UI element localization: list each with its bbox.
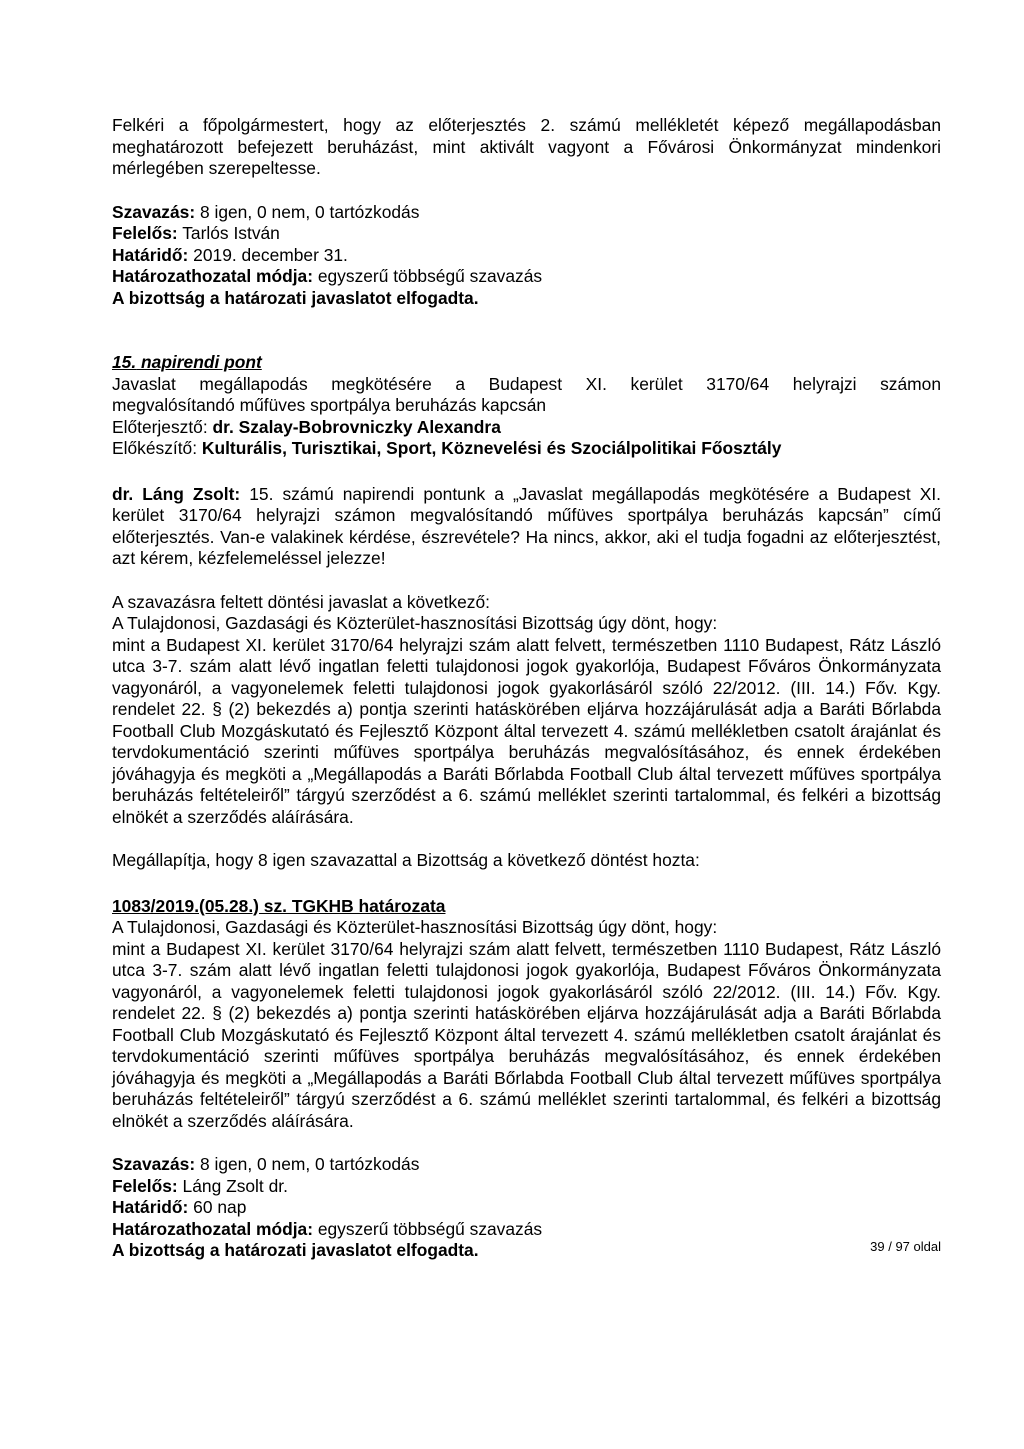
spacer	[112, 872, 941, 896]
preparer-name: Kulturális, Turisztikai, Sport, Köznevelési és Szociálpolitikai Főosztály	[201, 438, 782, 458]
agenda-subject-line-1: Javaslat megállapodás megkötésére a Budapest XI. kerület 3170/64 helyrajzi számon	[112, 373, 941, 394]
vote-block-1	[112, 202, 941, 310]
finding-text: Megállapítja, hogy 8 igen szavazattal a Bizottság a következő döntést hozta:	[112, 850, 700, 870]
method-label: Határozathozatal módja:	[112, 1218, 313, 1239]
vote-label: Szavazás:	[112, 1154, 196, 1174]
proposal-committee: A Tulajdonosi, Gazdasági és Közterület-hasznosítási Bizottság úgy dönt, hogy:	[112, 613, 718, 633]
method-line	[112, 266, 941, 288]
spacer	[112, 460, 941, 484]
spacer	[112, 828, 941, 850]
vote-value: 8 igen, 0 nem, 0 tartózkodás	[195, 1154, 420, 1174]
vote-block-2	[112, 1154, 941, 1262]
intro-paragraph: Felkéri a főpolgármestert, hogy az előterjesztés 2. számú mellékletét képező megállapodásban meghatározott befejezett beruházást, mint aktivált vagyont a Fővárosi Önkormányzat mindenkori mérlegében szerepeltesse.	[112, 115, 941, 178]
responsible-line	[112, 223, 941, 245]
spacer	[112, 180, 941, 202]
document-page	[112, 115, 941, 1262]
deadline-label: Határidő:	[112, 1197, 189, 1217]
vote-value: 8 igen, 0 nem, 0 tartózkodás	[195, 201, 420, 222]
deadline-value: 2019. december 31.	[188, 244, 348, 265]
resolution-body: mint a Budapest XI. kerület 3170/64 helyrajzi szám alatt felvett, természetben 1110 Budapest, Rátz László utca 3-7. szám alatt lévő ingatlan feletti tulajdonosi jogok gyakorlója, Budapest Főváros Önkormányzata vagyonáról, a vagyonelemek feletti tulajdonosi jogok gyakorlásáról szóló 22/2012. (III. 14.) Főv. Kgy. rendelet 22. § (2) bekezdés a) pontja szerinti hatáskörében eljárva hozzájárulását adja a Baráti Bőrlabda Football Club Mozgáskutató és Fejlesztő Központ által tervezett 4. számú mellékletben csatolt árajánlat és tervdokumentáció szerinti műfüves sportpálya beruházás megvalósításához, és ennek érdekében jóváhagyja és megköti a „Megállapodás a Baráti Bőrlabda Football Club által tervezett műfüves sportpálya beruházás feltételeiről” tárgyú szerződést a 6. számú melléklet szerinti tartalommal, és felkéri a bizottság elnökét a szerződés aláírására.	[112, 938, 941, 1131]
presenter-name: dr. Szalay-Bobrovniczky Alexandra	[212, 416, 501, 437]
spacer	[112, 309, 941, 352]
vote-label: Szavazás:	[112, 201, 196, 222]
resolution-block	[112, 896, 941, 1133]
method-label: Határozathozatal módja:	[112, 266, 313, 286]
speaker-name: dr. Láng Zsolt:	[112, 483, 241, 504]
method-line	[112, 1219, 941, 1241]
vote-line	[112, 202, 941, 224]
resolution-committee: A Tulajdonosi, Gazdasági és Közterület-hasznosítási Bizottság úgy dönt, hogy:	[112, 917, 718, 937]
spacer	[112, 570, 941, 592]
deadline-line	[112, 245, 941, 267]
agenda-heading	[112, 352, 941, 374]
vote-result: A bizottság a határozati javaslatot elfogadta.	[112, 287, 479, 308]
speech-paragraph	[112, 484, 941, 570]
responsible-label: Felelős:	[112, 1175, 178, 1196]
agenda-item	[112, 352, 941, 460]
spacer	[112, 1132, 941, 1154]
responsible-value: Tarlós István	[177, 223, 280, 243]
agenda-title: napirendi pont	[136, 352, 262, 372]
deadline-line	[112, 1197, 941, 1219]
vote-result: A bizottság a határozati javaslatot elfogadta.	[112, 1240, 479, 1260]
deadline-label: Határidő:	[112, 244, 189, 265]
deadline-value: 60 nap	[188, 1197, 247, 1217]
agenda-number: 15.	[112, 352, 137, 372]
method-value: egyszerű többségű szavazás	[313, 266, 543, 286]
preparer-label: Előkészítő:	[112, 438, 202, 458]
responsible-line	[112, 1176, 941, 1198]
vote-line	[112, 1154, 941, 1176]
agenda-subject-line-2: megvalósítandó műfüves sportpálya beruházás kapcsán	[112, 395, 547, 415]
presenter-line	[112, 417, 941, 439]
presenter-label: Előterjesztő:	[112, 416, 213, 437]
responsible-value: Láng Zsolt dr.	[177, 1175, 288, 1196]
resolution-title: 1083/2019.(05.28.) sz. TGKHB határozata	[112, 895, 446, 916]
proposal-body: mint a Budapest XI. kerület 3170/64 helyrajzi szám alatt felvett, természetben 1110 Budapest, Rátz László utca 3-7. szám alatt lévő ingatlan feletti tulajdonosi jogok gyakorlója, Budapest Főváros Önkormányzata vagyonáról, a vagyonelemek feletti tulajdonosi jogok gyakorlásáról szóló 22/2012. (III. 14.) Főv. Kgy. rendelet 22. § (2) bekezdés a) pontja szerinti hatáskörében eljárva hozzájárulását adja a Baráti Bőrlabda Football Club Mozgáskutató és Fejlesztő Központ által tervezett 4. számú mellékletben csatolt árajánlat és tervdokumentáció szerinti műfüves sportpálya beruházás megvalósításához, és ennek érdekében jóváhagyja és megköti a „Megállapodás a Baráti Bőrlabda Football Club által tervezett műfüves sportpálya beruházás feltételeiről” tárgyú szerződést a 6. számú melléklet szerinti tartalommal, és felkéri a bizottság elnökét a szerződés aláírására.	[112, 634, 941, 827]
responsible-label: Felelős:	[112, 223, 178, 243]
method-value: egyszerű többségű szavazás	[313, 1218, 543, 1239]
preparer-line	[112, 438, 941, 460]
speech-text: 15. számú napirendi pontunk a „Javaslat megállapodás megkötésére a Budapest XI. kerület 3170/64 helyrajzi számon megvalósítandó műfüves sportpálya beruházás kapcsán” című előterjesztés. Van-e valakinek kérdése, észrevétele? Ha nincs, akkor, aki el tudja fogadni az előterjesztést, azt kérem, kézfelemeléssel jelezze!	[112, 483, 941, 568]
proposal-intro: A szavazásra feltett döntési javaslat a következő:	[112, 591, 490, 612]
proposal-block	[112, 592, 941, 829]
page-number: 39 / 97 oldal	[870, 1239, 941, 1254]
